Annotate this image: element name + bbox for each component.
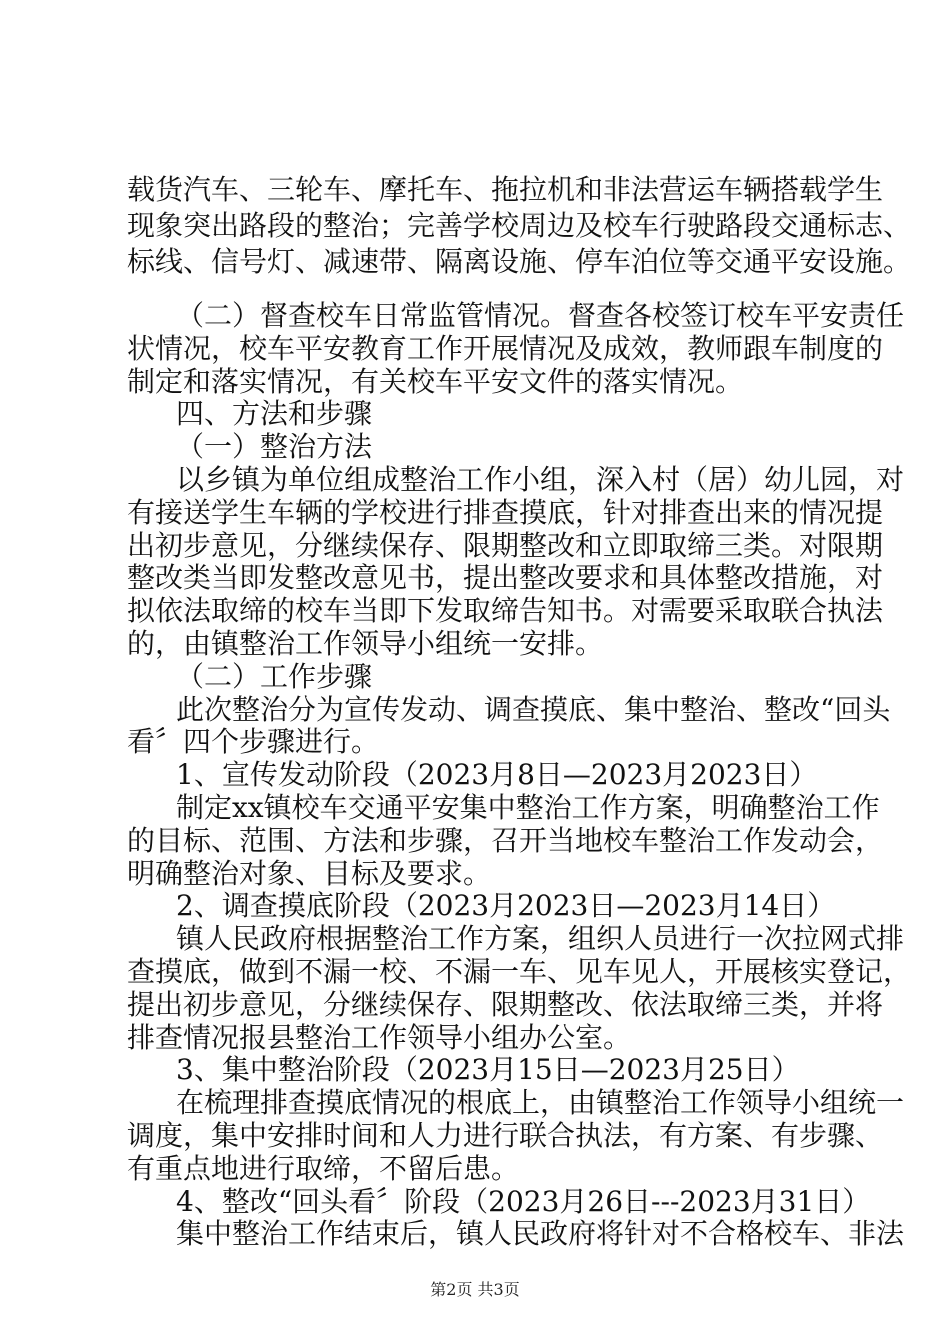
page-footer: 第2页 共3页	[430, 1280, 520, 1299]
body-text-line: 有重点地进行取缔，不留后患。	[127, 1152, 520, 1185]
body-text-line: 以乡镇为单位组成整治工作小组，深入村（居）幼儿园，对	[176, 463, 905, 496]
body-text-line: 查摸底，做到不漏一校、不漏一车、见车见人，开展核实登记，	[127, 955, 912, 988]
body-text-line: 调度，集中安排时间和人力进行联合执法，有方案、有步骤、	[127, 1119, 884, 1152]
body-text-line: 的，由镇整治工作领导小组统一安排。	[127, 627, 604, 660]
body-text-line: 现象突出路段的整治；完善学校周边及校车行驶路段交通标志、	[127, 209, 912, 242]
body-text-line: 的目标、范围、方法和步骤，召开当地校车整治工作发动会，	[127, 824, 884, 857]
body-text-line: 看〞四个步骤进行。	[127, 725, 380, 758]
body-text-line: 集中整治工作结束后，镇人民政府将针对不合格校车、非法	[176, 1217, 905, 1250]
step-heading: 3、集中整治阶段（2023月15日—2023月25日）	[176, 1053, 800, 1086]
step-heading: 4、整改“回头看〞阶段（2023月26日---2023月31日）	[176, 1185, 871, 1218]
body-text-line: 此次整治分为宣传发动、调查摸底、集中整治、整改“回头	[176, 693, 891, 726]
body-text-line: 制定和落实情况，有关校车平安文件的落实情况。	[127, 365, 744, 398]
section-heading: 四、方法和步骤	[176, 397, 373, 430]
body-text-line: 明确整治对象、目标及要求。	[127, 857, 492, 890]
body-text-line: 出初步意见，分继续保存、限期整改和立即取缔三类。对限期	[127, 529, 884, 562]
step-heading: 1、宣传发动阶段（2023月8日—2023月2023日）	[176, 758, 818, 791]
body-text-line: 制定xx镇校车交通平安集中整治工作方案，明确整治工作	[176, 791, 880, 824]
body-text-line: 拟依法取缔的校车当即下发取缔告知书。对需要采取联合执法	[127, 594, 884, 627]
body-text-line: 在梳理排查摸底情况的根底上，由镇整治工作领导小组统一	[176, 1086, 905, 1119]
body-text-line: 整改类当即发整改意见书，提出整改要求和具体整改措施，对	[127, 561, 884, 594]
body-text-line: 镇人民政府根据整治工作方案，组织人员进行一次拉网式排	[176, 922, 905, 955]
step-heading: 2、调查摸底阶段（2023月2023日—2023月14日）	[176, 889, 836, 922]
body-text-line: 排查情况报县整治工作领导小组办公室。	[127, 1021, 632, 1054]
subsection-heading: （一）整治方法	[176, 430, 373, 463]
subsection-heading: （二）工作步骤	[176, 660, 373, 693]
body-text-line: 载货汽车、三轮车、摩托车、拖拉机和非法营运车辆搭载学生	[127, 173, 884, 206]
body-text-line: 状情况，校车平安教育工作开展情况及成效，教师跟车制度的	[127, 332, 884, 365]
section-paragraph-line: （二）督查校车日常监管情况。督查各校签订校车平安责任	[176, 299, 905, 332]
body-text-line: 标线、信号灯、减速带、隔离设施、停车泊位等交通平安设施。	[127, 245, 912, 278]
body-text-line: 有接送学生车辆的学校进行排查摸底，针对排查出来的情况提	[127, 496, 884, 529]
body-text-line: 提出初步意见，分继续保存、限期整改、依法取缔三类，并将	[127, 988, 884, 1021]
